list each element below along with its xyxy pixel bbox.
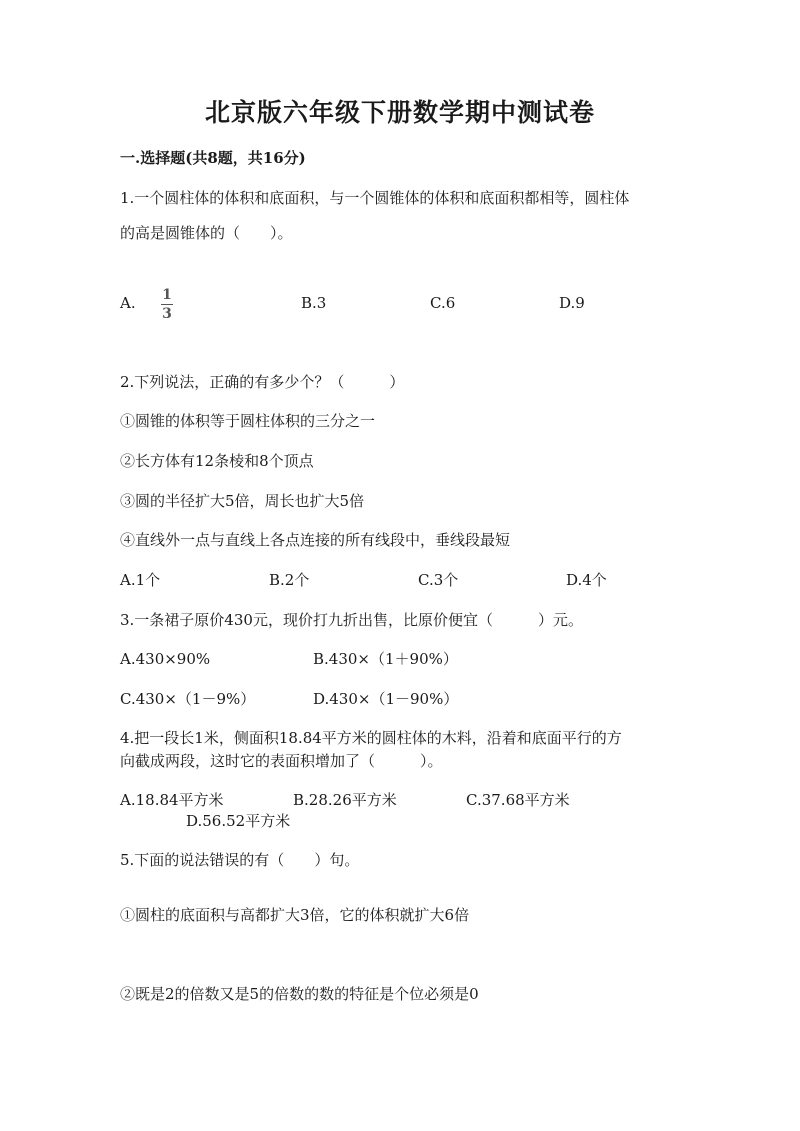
question-3-option-c: C.430×（1－9%）: [120, 690, 256, 708]
question-2-option-b: B.2个: [269, 571, 310, 589]
question-2-statement-2: ②长方体有12条棱和8个顶点: [120, 452, 314, 470]
question-3-stem: 3.一条裙子原价430元，现价打九折出售，比原价便宜（ ）元。: [120, 611, 583, 629]
question-2-option-d: D.4个: [566, 571, 607, 589]
question-2-statement-4: ④直线外一点与直线上各点连接的所有线段中，垂线段最短: [120, 531, 511, 549]
question-3-option-a: A.430×90%: [120, 650, 211, 668]
question-5-stem: 5.下面的说法错误的有（ ）句。: [120, 851, 360, 869]
page-title: 北京版六年级下册数学期中测试卷: [204, 98, 595, 127]
question-3-option-b: B.430×（1＋90%）: [313, 650, 458, 668]
fraction-denominator: 3: [162, 306, 172, 322]
section-heading: 一.选择题(共8题，共16分): [120, 149, 306, 167]
question-2-statement-3: ③圆的半径扩大5倍，周长也扩大5倍: [120, 492, 365, 510]
question-4-line-1: 4.把一段长1米，侧面积18.84平方米的圆柱体的木料，沿着和底面平行的方: [120, 729, 622, 747]
question-1-option-a: A.: [120, 294, 136, 312]
fraction-bar: [161, 304, 173, 305]
question-1-line-2: 的高是圆锥体的（ ）。: [120, 224, 293, 242]
question-4-option-a: A.18.84平方米: [120, 791, 224, 809]
question-4-option-d: D.56.52平方米: [186, 812, 291, 830]
question-1-option-d: D.9: [559, 294, 585, 312]
question-2-stem: 2.下列说法，正确的有多少个？（ ）: [120, 373, 405, 391]
question-2-option-a: A.1个: [120, 571, 161, 589]
question-1-option-b: B.3: [301, 294, 327, 312]
question-5-statement-1: ①圆柱的底面积与高都扩大3倍，它的体积就扩大6倍: [120, 906, 470, 924]
question-1-option-c: C.6: [430, 294, 456, 312]
question-1-line-1: 1.一个圆柱体的体积和底面积，与一个圆锥体的体积和底面积都相等，圆柱体: [120, 189, 630, 207]
question-4-option-b: B.28.26平方米: [293, 791, 397, 809]
question-3-option-d: D.430×（1－90%）: [313, 690, 459, 708]
question-2-statement-1: ①圆锥的体积等于圆柱体积的三分之一: [120, 412, 376, 430]
question-4-line-2: 向截成两段，这时它的表面积增加了（ ）。: [120, 752, 443, 770]
fraction-numerator: 1: [162, 287, 172, 303]
question-5-statement-2: ②既是2的倍数又是5的倍数的数的特征是个位必须是0: [120, 985, 479, 1003]
question-4-option-c: C.37.68平方米: [466, 791, 570, 809]
fraction-one-third: [161, 288, 173, 321]
question-2-option-c: C.3个: [418, 571, 459, 589]
